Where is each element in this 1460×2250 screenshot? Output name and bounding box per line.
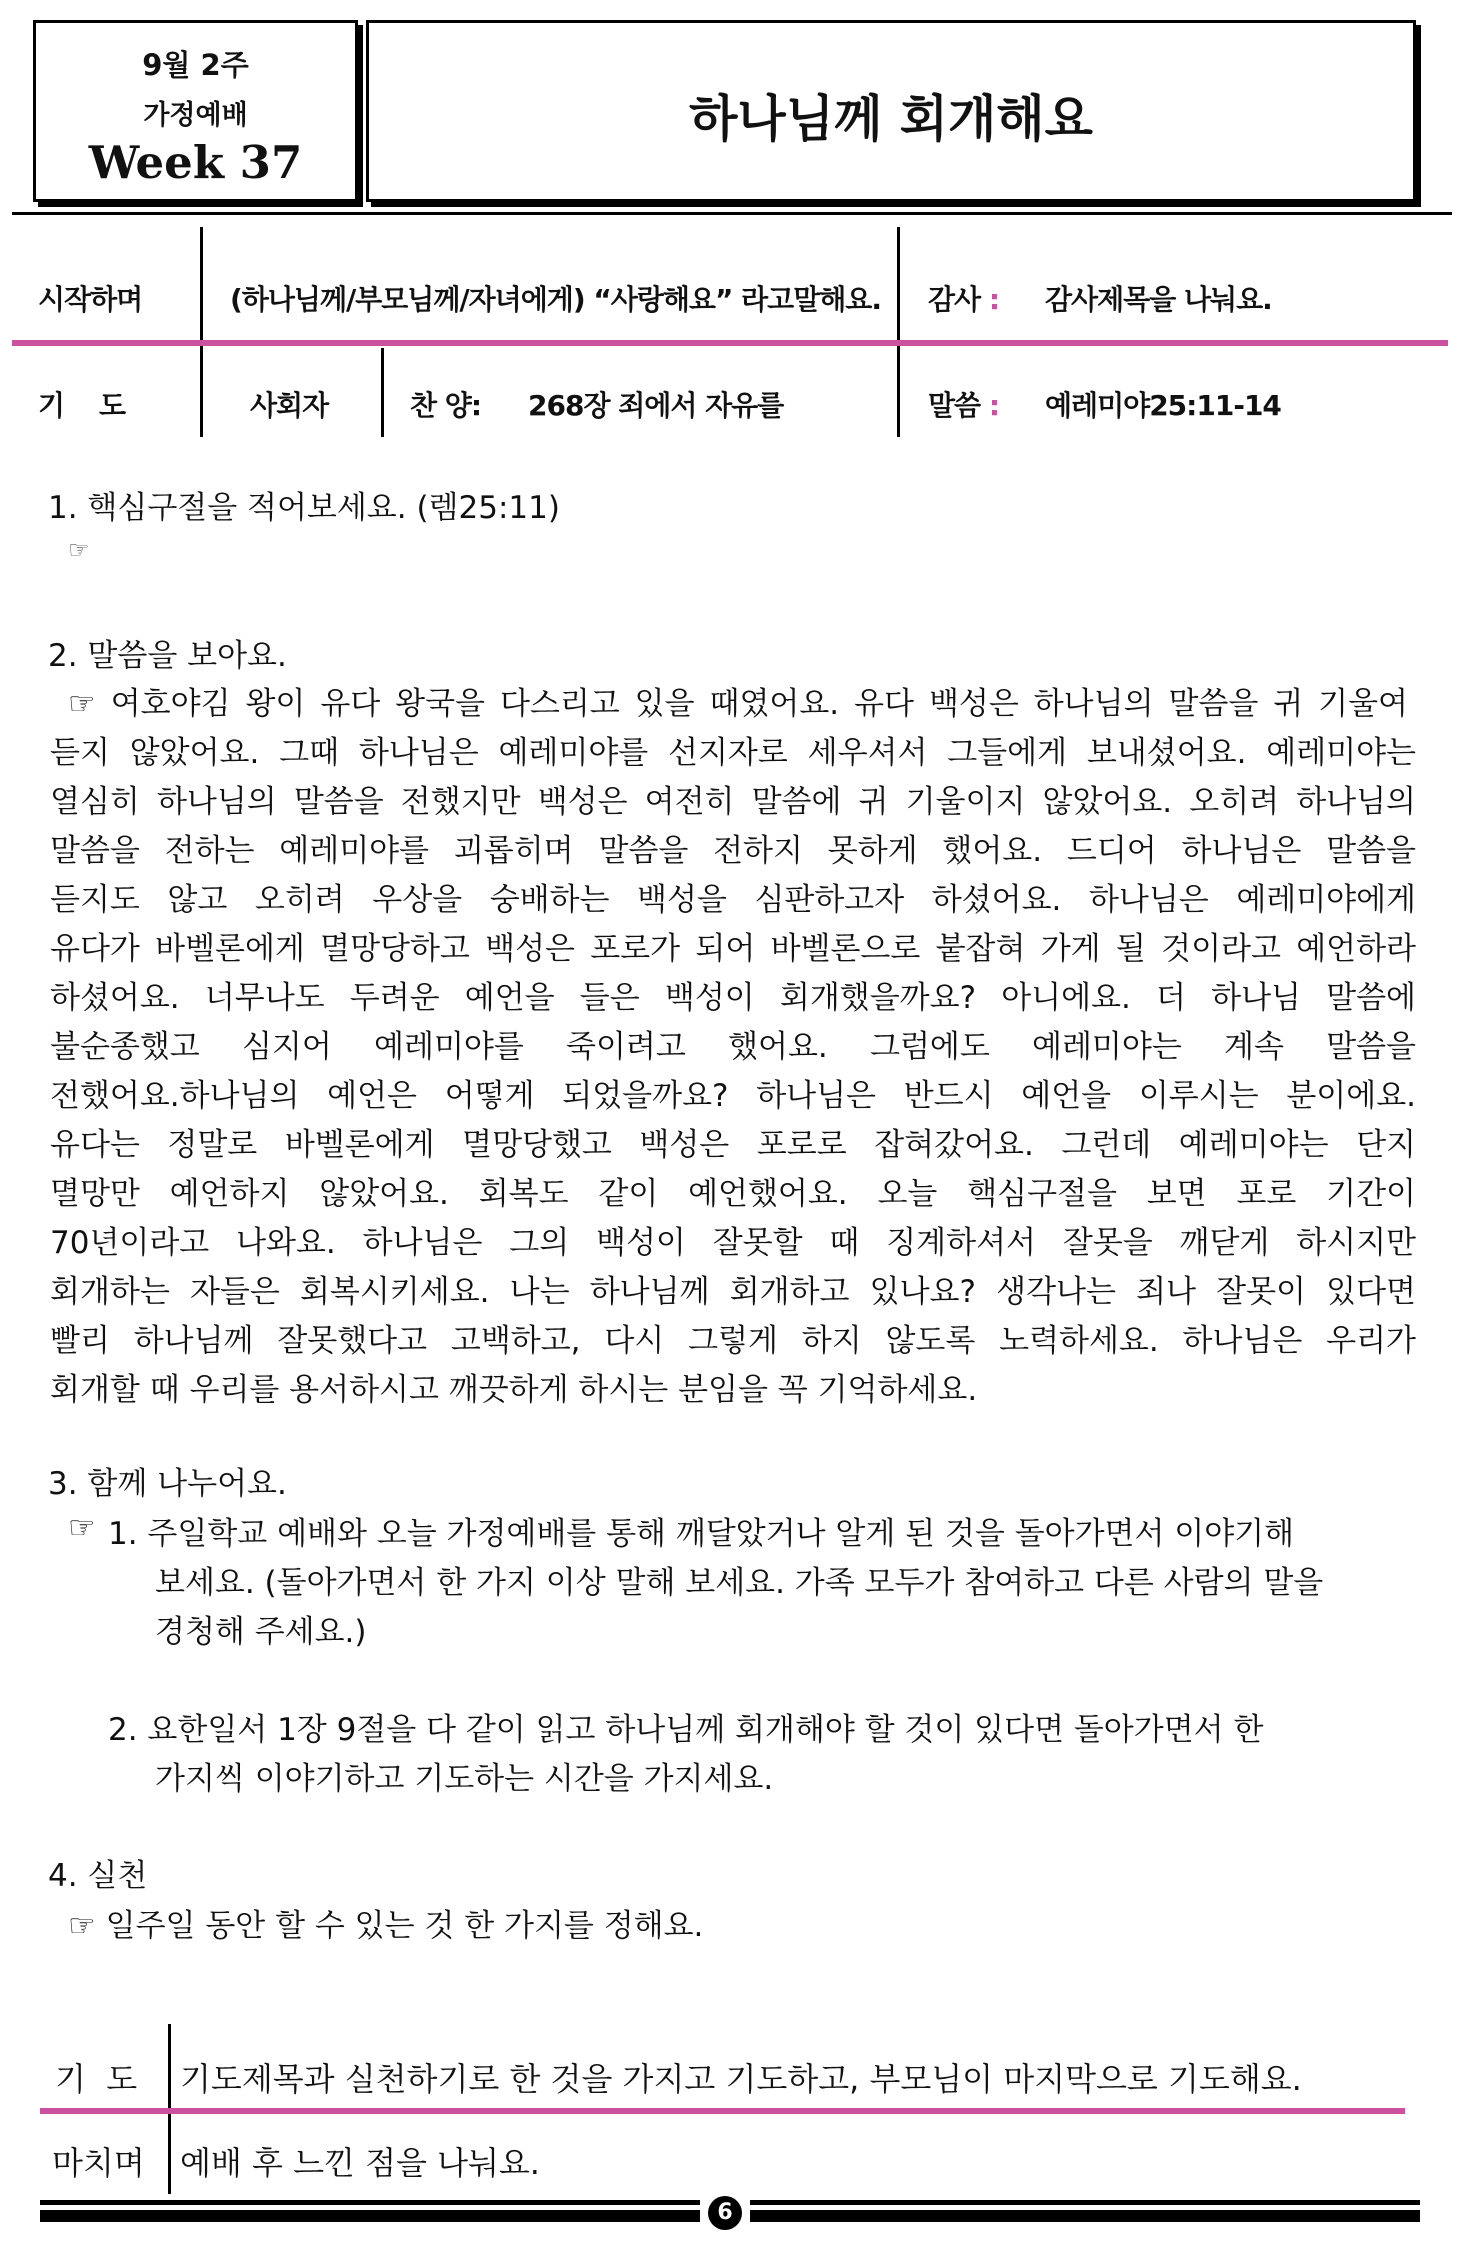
sermon-line: 유다가 바벨론에게 멸망당하고 백성은 포로가 되어 바벨론으로 붙잡혀 가게 될 것이라고 예언하라 bbox=[50, 931, 1416, 967]
page-title: 하나님께 회개해요 bbox=[689, 90, 1093, 148]
sermon-line: 빨리 하나님께 잘못했다고 고백하고, 다시 그렇게 하지 않도록 노력하세요. 하나님은 우리가 bbox=[50, 1323, 1416, 1359]
scripture-reference: 예레미야25:11-14 bbox=[1045, 389, 1281, 422]
share-item-1-line: 1. 주일학교 예배와 오늘 가정예배를 통해 깨달았거나 알게 된 것을 돌아가면서 이야기해 bbox=[108, 1516, 1295, 1552]
sermon-line: 유다는 정말로 바벨론에게 멸망당했고 백성은 포로로 잡혀갔어요. 그런데 예레미야는 단지 bbox=[50, 1127, 1416, 1163]
table-pink-divider bbox=[12, 340, 1448, 346]
leader-label: 사회자 bbox=[250, 389, 329, 422]
table-vline-1 bbox=[200, 227, 203, 437]
page-number: 6 bbox=[708, 2196, 742, 2230]
sermon-line: 듣지 않았어요. 그때 하나님은 예레미야를 선지자로 세우셔서 그들에게 보내셨어요. 예레미야는 bbox=[50, 735, 1416, 771]
footer-pink-divider bbox=[40, 2108, 1405, 2114]
week-box bbox=[33, 20, 358, 202]
week-number: Week 37 bbox=[88, 136, 303, 189]
sermon-line: 하셨어요. 너무나도 두려운 예언을 들은 백성이 회개했을까요? 아니에요. 더 하나님 말씀에 bbox=[50, 980, 1416, 1016]
section2-heading: 2. 말씀을 보아요. bbox=[48, 638, 287, 674]
share-item-1-line: 경청해 주세요.) bbox=[155, 1614, 367, 1650]
table-vline-3 bbox=[381, 348, 384, 437]
word-label: 말씀 : bbox=[928, 389, 1000, 422]
thanks-label: 감사 : bbox=[928, 283, 1000, 316]
sermon-line: 열심히 하나님의 말씀을 전했지만 백성은 여전히 말씀에 귀 기울이지 않았어요. 오히려 하나님의 bbox=[50, 784, 1416, 820]
closing-prayer-label: 기 도 bbox=[55, 2060, 138, 2098]
pointer-icon: ☞ bbox=[68, 1510, 96, 1546]
title-box bbox=[366, 20, 1416, 202]
section1-heading: 1. 핵심구절을 적어보세요. (렘25:11) bbox=[48, 490, 560, 526]
share-item-2-line: 2. 요한일서 1장 9절을 다 같이 읽고 하나님께 회개해야 할 것이 있다면 돌아가면서 한 bbox=[108, 1712, 1264, 1748]
hymn-value: 268장 죄에서 자유를 bbox=[528, 389, 784, 422]
closing-label: 마치며 bbox=[52, 2144, 145, 2182]
sermon-line: 말씀을 전하는 예레미야를 괴롭히며 말씀을 전하지 못하게 했어요. 드디어 하나님은 말씀을 bbox=[50, 833, 1416, 869]
sermon-line: 회개할 때 우리를 용서하시고 깨끗하게 하시는 분임을 꼭 기억하세요. bbox=[50, 1372, 978, 1408]
footer-rule-right-bottom bbox=[750, 2210, 1420, 2222]
footer-rule-right-top bbox=[750, 2200, 1420, 2205]
thanks-value: 감사제목을 나눠요. bbox=[1045, 283, 1272, 316]
sermon-line: 멸망만 예언하지 않았어요. 회복도 같이 예언했어요. 오늘 핵심구절을 보면 포로 기간이 bbox=[50, 1176, 1416, 1212]
share-item-2-line: 가지씩 이야기하고 기도하는 시간을 가지세요. bbox=[155, 1761, 774, 1797]
sermon-line: 듣지도 않고 오히려 우상을 숭배하는 백성을 심판하고자 하셨어요. 하나님은 예레미야에게 bbox=[50, 882, 1416, 918]
sermon-line: 회개하는 자들은 회복시키세요. 나는 하나님께 회개하고 있나요? 생각나는 죄나 잘못이 있다면 bbox=[50, 1274, 1416, 1310]
week-date: 9월 2주 bbox=[142, 48, 249, 82]
table-vline-2 bbox=[897, 227, 900, 437]
sermon-line: 전했어요.하나님의 예언은 어떻게 되었을까요? 하나님은 반드시 예언을 이루시는 분이에요. bbox=[50, 1078, 1416, 1114]
sermon-line: 70년이라고 나와요. 하나님은 그의 백성이 잘못할 때 징계하셔서 잘못을 깨닫게 하시지만 bbox=[50, 1225, 1416, 1261]
footer-rule-left-top bbox=[40, 2200, 700, 2205]
footer-rule-left-bottom bbox=[40, 2210, 700, 2222]
section4-heading: 4. 실천 bbox=[48, 1858, 148, 1894]
section3-heading: 3. 함께 나누어요. bbox=[48, 1466, 287, 1502]
sermon-line: ☞ 여호야김 왕이 유다 왕국을 다스리고 있을 때였어요. 유다 백성은 하나님의 말씀을 귀 기울여 bbox=[68, 686, 1408, 722]
share-item-1-line: 보세요. (돌아가면서 한 가지 이상 말해 보세요. 가족 모두가 참여하고 다른 사람의 말을 bbox=[155, 1565, 1324, 1601]
closing-prayer-text: 기도제목과 실천하기로 한 것을 가지고 기도하고, 부모님이 마지막으로 기도해요. bbox=[180, 2060, 1302, 2098]
greeting-instruction: (하나님께/부모님께/자녀에게) “사랑해요” 라고말해요. bbox=[230, 283, 881, 316]
start-label: 시작하며 bbox=[38, 283, 143, 316]
pointer-icon: ☞ bbox=[68, 536, 90, 564]
sermon-line: 불순종했고 심지어 예레미야를 죽이려고 했어요. 그럼에도 예레미야는 계속 말씀을 bbox=[50, 1029, 1416, 1065]
week-category: 가정예배 bbox=[143, 100, 248, 131]
closing-text: 예배 후 느낀 점을 나눠요. bbox=[180, 2144, 540, 2182]
prayer-label: 기 도 bbox=[38, 389, 126, 422]
hymn-label: 찬 양: bbox=[410, 389, 482, 422]
header-divider bbox=[12, 212, 1452, 215]
practice-instruction: ☞ 일주일 동안 할 수 있는 것 한 가지를 정해요. bbox=[68, 1908, 704, 1944]
